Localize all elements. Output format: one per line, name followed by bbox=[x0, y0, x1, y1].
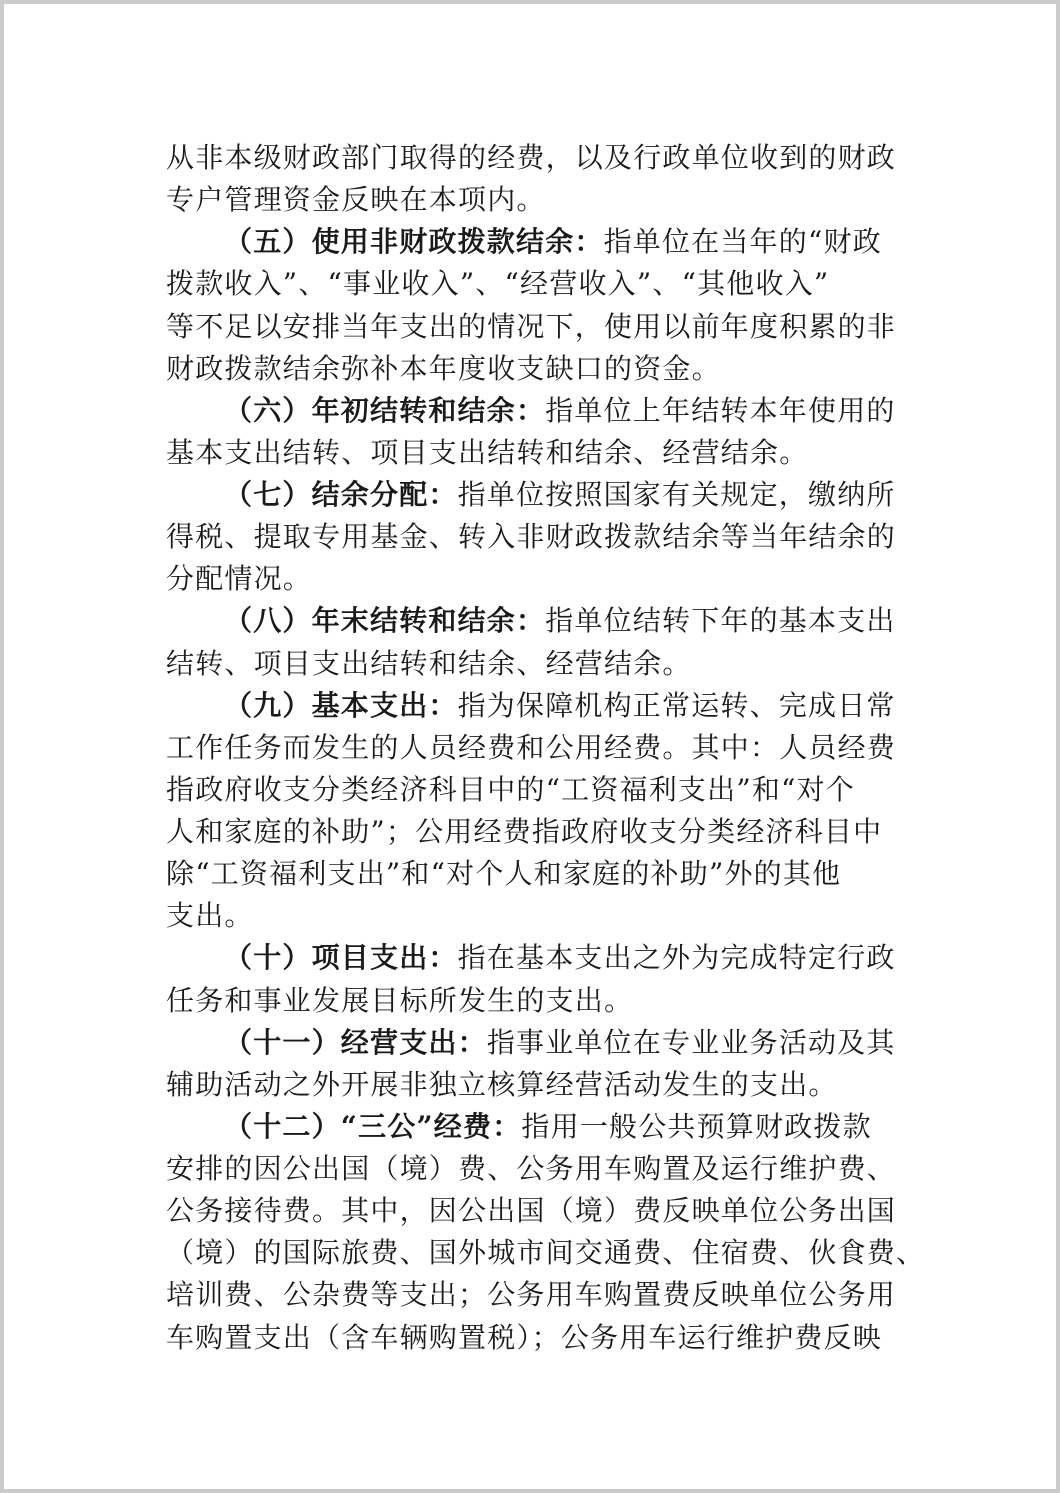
paragraph-heading: （七）结余分配： bbox=[224, 478, 458, 511]
text-line bbox=[166, 221, 946, 263]
paragraph-continuation bbox=[166, 137, 946, 221]
paragraph-9 bbox=[166, 685, 946, 938]
text-line bbox=[166, 474, 946, 516]
text-line: 财政拨款结余弥补本年度收支缺口的资金。 bbox=[166, 351, 721, 385]
paragraph-10 bbox=[166, 937, 946, 1021]
text-line: （境）的国际旅费、国外城市间交通费、住宿费、伙食费、 bbox=[166, 1236, 926, 1270]
text-line: 从非本级财政部门取得的经费，以及行政单位收到的财政 bbox=[166, 141, 897, 174]
text-line: 指政府收支分类经济科目中的“工资福利支出”和“对个 bbox=[166, 772, 855, 806]
text-line bbox=[166, 390, 946, 432]
text-span: 指事业单位在专业业务活动及其 bbox=[486, 1025, 896, 1059]
text-line bbox=[166, 600, 946, 642]
text-line: 结转、项目支出结转和结余、经营结余。 bbox=[166, 646, 692, 680]
document-body bbox=[166, 137, 946, 1359]
text-line: 专户管理资金反映在本项内。 bbox=[166, 183, 546, 217]
text-line bbox=[166, 1022, 946, 1064]
text-line: 除“工资福利支出”和“对个人和家庭的补助”外的其他 bbox=[166, 857, 842, 891]
paragraph-heading: （六）年初结转和结余： bbox=[224, 393, 546, 427]
text-line: 人和家庭的补助”；公用经费指政府收支分类经济科目中 bbox=[166, 815, 883, 848]
text-span: 指单位上年结转本年使用的 bbox=[545, 393, 896, 427]
text-line: 任务和事业发展目标所发生的支出。 bbox=[166, 983, 634, 1017]
text-line bbox=[166, 1106, 946, 1148]
text-span: 指单位在当年的“财政 bbox=[603, 225, 882, 259]
text-line: 培训费、公杂费等支出；公务用车购置费反映单位公务用 bbox=[166, 1278, 897, 1312]
paragraph-heading: （十二）“三公”经费： bbox=[224, 1109, 522, 1143]
text-line: 车购置支出（含车辆购置税）；公务用车运行维护费反映 bbox=[166, 1320, 883, 1354]
text-line bbox=[166, 937, 946, 979]
text-span: 指单位结转下年的基本支出 bbox=[545, 604, 896, 638]
text-span: 指为保障机构正常运转、完成日常 bbox=[457, 688, 896, 722]
text-line: 得税、提取专用基金、转入非财政拨款结余等当年结余的 bbox=[166, 520, 897, 554]
text-line: 拨款收入”、“事业收入”、“经营收入”、“其他收入” bbox=[166, 267, 830, 301]
paragraph-12 bbox=[166, 1106, 946, 1359]
text-line: 公务接待费。其中，因公出国（境）费反映单位公务出国 bbox=[166, 1194, 897, 1228]
paragraph-8 bbox=[166, 600, 946, 684]
paragraph-heading: （九）基本支出： bbox=[224, 688, 458, 722]
text-span: 指用一般公共预算财政拨款 bbox=[521, 1109, 872, 1143]
text-line: 辅助活动之外开展非独立核算经营活动发生的支出。 bbox=[166, 1067, 838, 1101]
text-line: 分配情况。 bbox=[166, 562, 313, 596]
paragraph-7 bbox=[166, 474, 946, 600]
paragraph-heading: （十一）经营支出： bbox=[224, 1025, 487, 1059]
text-line: 工作任务而发生的人员经费和公用经费。其中：人员经费 bbox=[166, 730, 897, 764]
text-span: 指在基本支出之外为完成特定行政 bbox=[457, 941, 896, 975]
text-line: 支出。 bbox=[166, 899, 254, 933]
text-line: 等不足以安排当年支出的情况下，使用以前年度积累的非 bbox=[166, 309, 897, 343]
text-span: 指单位按照国家有关规定，缴纳所 bbox=[457, 478, 896, 511]
text-line: 基本支出结转、项目支出结转和结余、经营结余。 bbox=[166, 435, 809, 469]
text-line bbox=[166, 685, 946, 727]
text-line: 安排的因公出国（境）费、公务用车购置及运行维护费、 bbox=[166, 1152, 897, 1185]
paragraph-6 bbox=[166, 390, 946, 474]
paragraph-heading: （十）项目支出： bbox=[224, 941, 458, 975]
paragraph-11 bbox=[166, 1022, 946, 1106]
paragraph-heading: （八）年末结转和结余： bbox=[224, 604, 546, 638]
paragraph-heading: （五）使用非财政拨款结余： bbox=[224, 225, 604, 259]
paragraph-5 bbox=[166, 221, 946, 390]
